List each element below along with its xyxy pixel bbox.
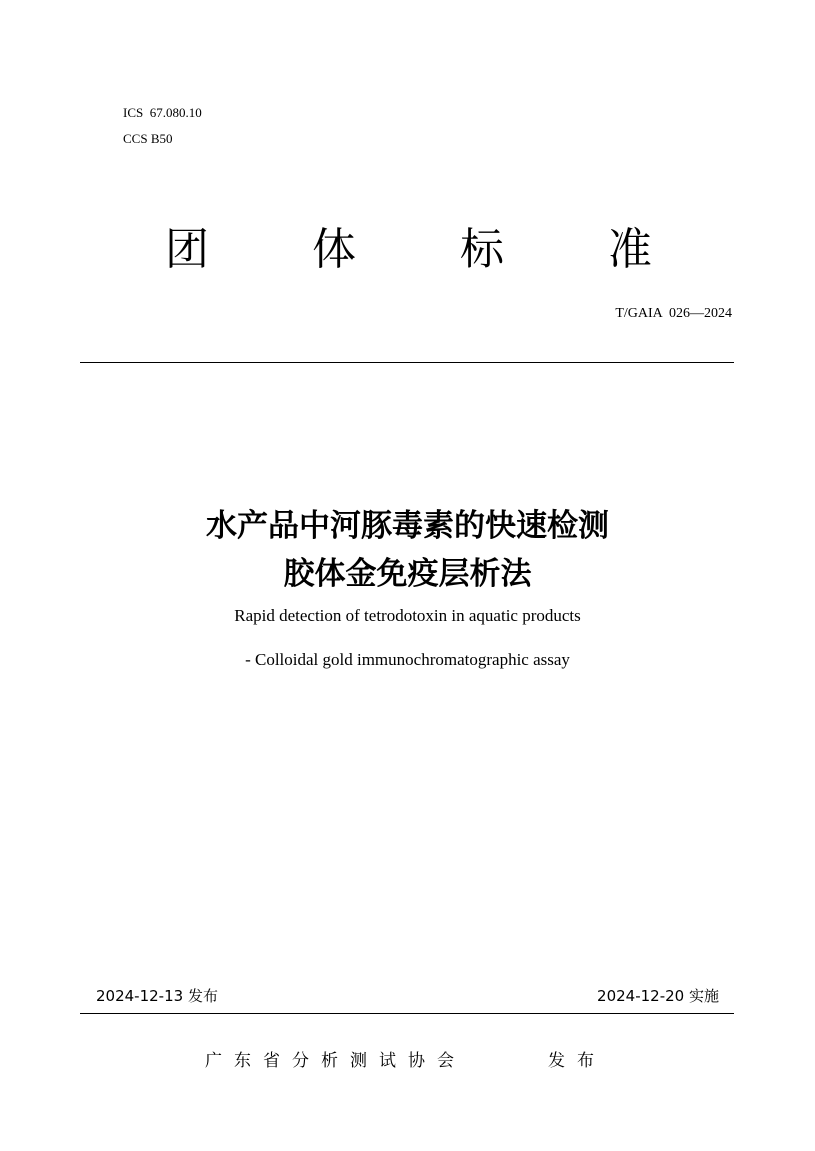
ics-code: ICS 67.080.10 <box>123 105 202 120</box>
implementation-date: 2024-12-20 实施 <box>597 987 719 1005</box>
category-char-4: 准 <box>608 224 652 275</box>
category-char-3: 标 <box>460 224 504 275</box>
standard-number: T/GAIA 026—2024 <box>615 306 732 321</box>
issue-date: 2024-12-13 发布 <box>96 987 218 1005</box>
classification-codes <box>123 100 202 152</box>
publisher-name: 广东省分析测试协会 <box>205 1051 466 1071</box>
published-label: 发布 <box>548 1051 606 1071</box>
category-char-2: 体 <box>312 224 356 275</box>
title-en-line-2: - Colloidal gold immunochromatographic assay <box>245 650 570 669</box>
title-en-line-1: Rapid detection of tetrodotoxin in aquatic products <box>234 606 581 625</box>
standard-category <box>0 218 815 282</box>
title-cn-line-2: 胶体金免疫层析法 <box>283 556 532 592</box>
title-cn-line-1: 水产品中河豚毒素的快速检测 <box>206 508 609 544</box>
category-char-1: 团 <box>165 224 209 275</box>
ccs-code: CCS B50 <box>123 131 173 146</box>
bottom-divider <box>80 1013 734 1014</box>
top-divider <box>80 362 734 363</box>
